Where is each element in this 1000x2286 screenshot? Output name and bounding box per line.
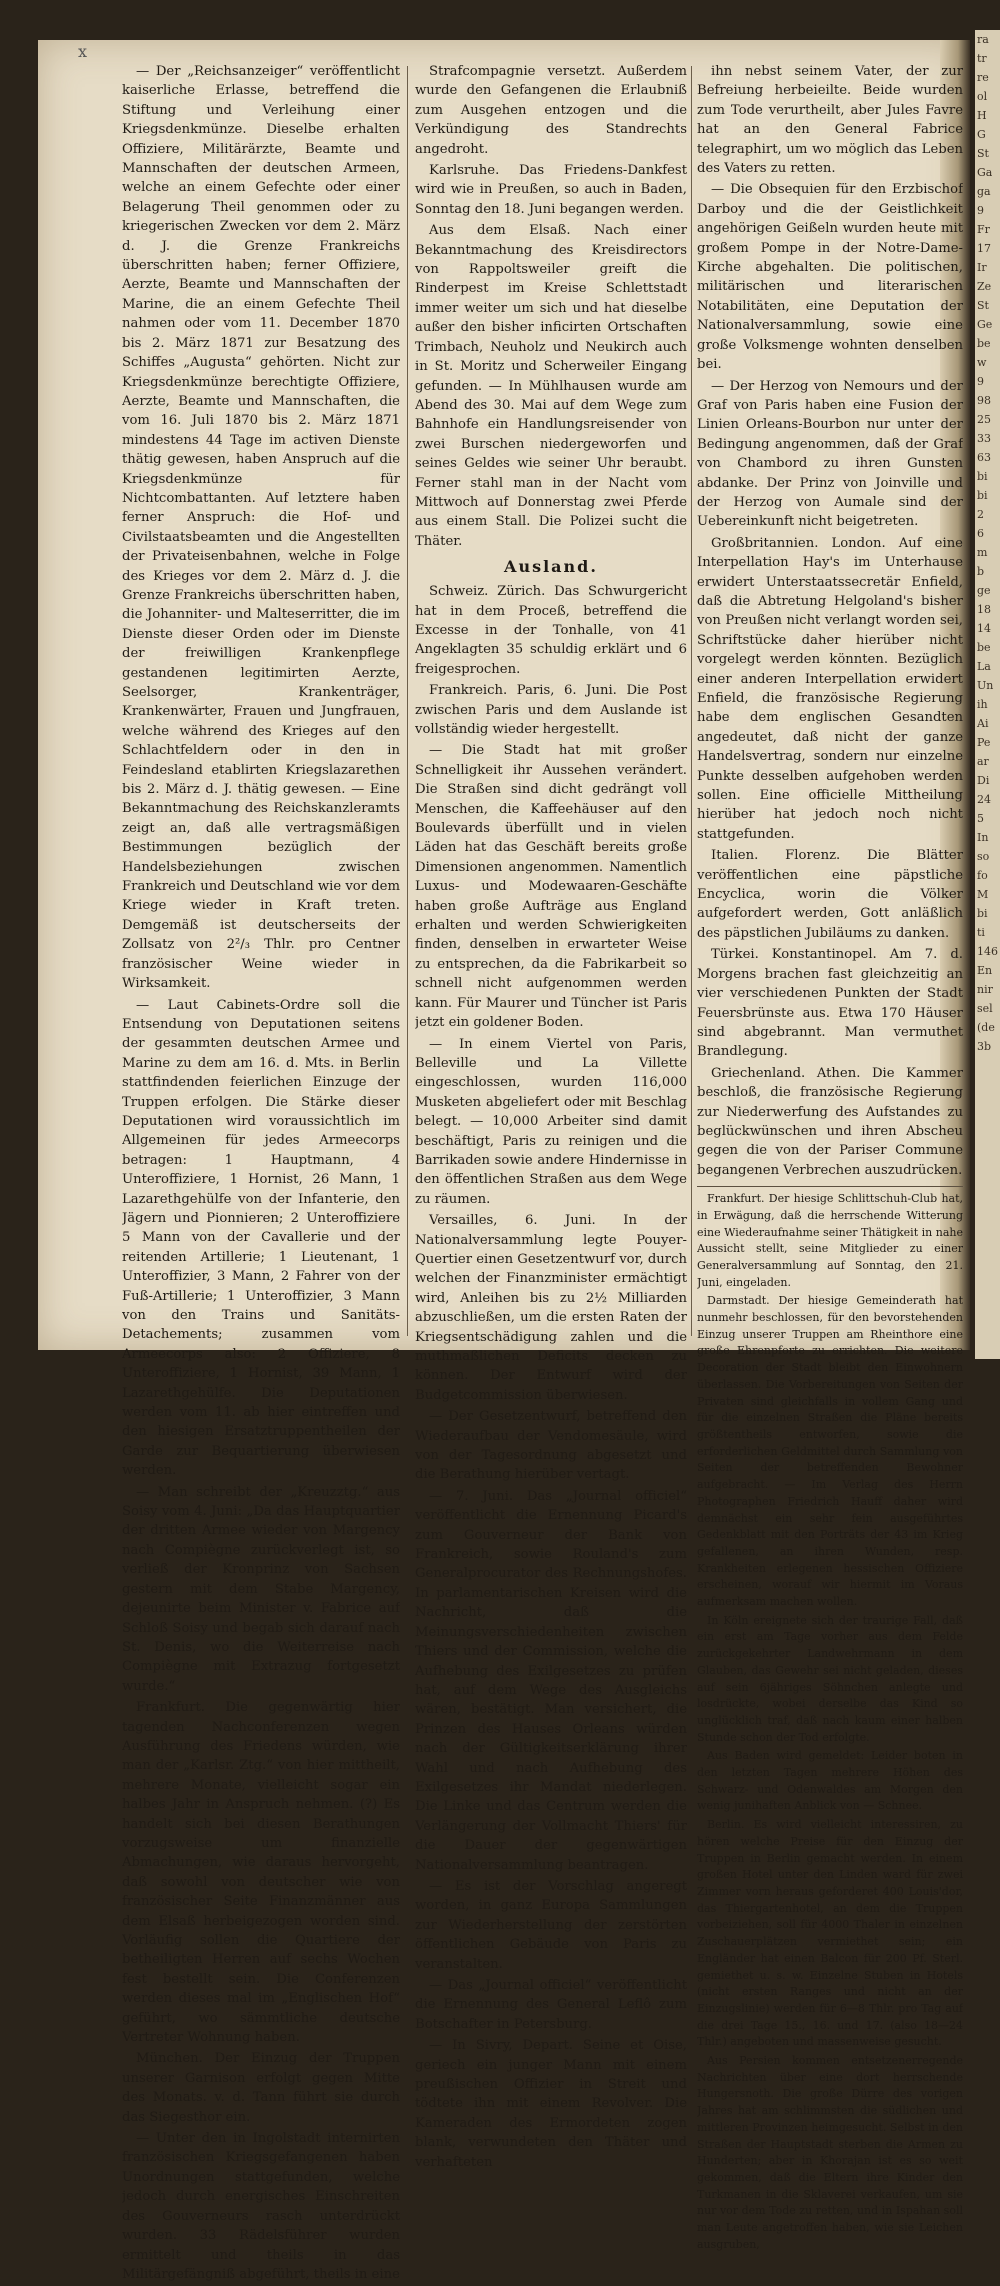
adjacent-page-fragment: ar: [977, 755, 989, 768]
local-news-item: Aus Baden wird gemeldet: Leider boten in den letzten Tagen mehrere Höhen des Schwarz- und Odenwaldes am Morgen den wenig junihaften Anblick von — Schnee.: [697, 1749, 963, 1813]
article: Aus dem Elsaß. Nach einer Bekanntmachung des Kreisdirectors von Rappoltsweiler greift die Rinderpest im Kreise Schlettstadt immer weiter um sich und hat dieselbe außer den bisher inficirten Ortschaften Trimbach, Neuholz und Neukirch auch in St. Moritz und Scherweiler Eingang gefunden. — In Mühlhausen wurde am Abend des 30. Mai auf dem Wege zum Bahnhofe ein Handlungsreisender von zwei Burschen niedergeworfen und seines Geldes wie seiner Uhr beraubt. Ferner stahl man in der Nacht vom Mittwoch auf Donnerstag zwei Pferde aus einem Stall. Die Polizei sucht die Thäter.: [415, 223, 687, 549]
adjacent-page-fragment: 25: [977, 413, 991, 426]
adjacent-page-fragment: be: [977, 641, 991, 654]
adjacent-page-fragment: 5: [977, 812, 984, 825]
adjacent-page-fragment: nir: [977, 983, 993, 996]
adjacent-page-fragment: 146: [977, 945, 998, 958]
adjacent-page-fragment: bi: [977, 489, 988, 502]
adjacent-page-fragment: so: [977, 850, 990, 863]
adjacent-page-fragment: w: [977, 356, 987, 369]
article: Frankfurt. Die gegenwärtig hier tagenden Nachconferenzen wegen Ausführung des Friedens würden, wie man der „Karlsr. Ztg.“ von hier mittheilt, mehrere Monate, vielleicht sogar ein halbes Jahr in Anspruch nehmen. (?) Es handelt sich bei diesen Berathungen vorzugsweise um finanzielle Abmachungen, wie daraus hervorgeht, daß sowohl von deutscher wie von französischer Seite Finanzmänner aus dem Elsaß herbeigezogen worden sind. Vorläufig sollen die Quartiere der betheiligten Herren auf sechs Wochen fest bestellt sein. Die Conferenzen werden dieses mal im „Englischen Hof“ geführt, wo sämmtliche deutsche Vertreter Wohnung haben.: [122, 1700, 400, 2046]
adjacent-page-fragment: 33: [977, 432, 991, 445]
article: — In einem Viertel von Paris, Belleville und La Villette eingeschlossen, wurden 116,000 Musketen abgeliefert oder mit Beschlag belegt. — 10,000 Arbeiter sind damit beschäftigt, Paris zu reinigen und die Barrikaden sowie andere Hindernisse in den öffentlichen Straßen aus dem Wege zu räumen.: [415, 1036, 687, 1207]
adjacent-page-edge: [975, 30, 1000, 1359]
adjacent-page-fragment: ih: [977, 698, 988, 711]
adjacent-page-fragment: Fr: [977, 223, 990, 236]
local-news-item: Frankfurt. Der hiesige Schlittschuh-Club hat, in Erwägung, daß die herrschende Witterung eine Wiederaufnahme seiner Thätigkeit in nahe Aussicht stellt, seine Mitglieder zu einer Generalversammlung auf Sonntag, den 21. Juni, eingeladen.: [697, 1192, 963, 1289]
article: Karlsruhe. Das Friedens-Dankfest wird wie in Preußen, so auch in Baden, Sonntag den 18. Juni begangen werden.: [415, 163, 687, 217]
article: Italien. Florenz. Die Blätter veröffentlichen eine päpstliche Encyclica, worin die Völker aufgefordert werden, Gott anläßlich des päpstlichen Jubiläums zu danken.: [697, 848, 963, 941]
article: Griechenland. Athen. Die Kammer beschloß, die französische Regierung zur Niederwerfung des Aufstandes zu beglückwünschen und ihren Abscheu gegen die von der Pariser Commune begangenen Verbrechen auszudrücken.: [697, 1065, 963, 1178]
adjacent-page-fragment: ge: [977, 584, 991, 597]
adjacent-page-fragment: Ze: [977, 280, 992, 293]
adjacent-page-fragment: Ge: [977, 318, 993, 331]
article: — Unter den in Ingolstadt internirten französischen Kriegsgefangenen haben Unordnungen stattgefunden, welche jedoch durch energisches Einschreiten des Gouverneurs rasch unterdrückt wurden. 33 Rädelsführer wurden ermittelt und theils in das Militärgefängniß abgeführt, theils in eine: [122, 2131, 400, 2282]
article: ihn nebst seinem Vater, der zur Befreiung herbeieilte. Beide wurden zum Tode verurtheilt, aber Jules Favre hat an den General Fabrice telegraphirt, um wo möglich das Leben des Vaters zu retten.: [697, 64, 963, 177]
section-heading-ausland: Ausland.: [504, 557, 598, 577]
adjacent-page-fragment: ol: [977, 90, 988, 103]
article: — In Sivry, Depart. Seine et Oise, geriech ein junger Mann mit einem preußischen Offizier in Streit und tödtete ihn mit einem Revolver. Die Kameraden des Ermordeten zogen blank, verwundeten den Thäter und verhafteten: [415, 2038, 687, 2170]
adjacent-page-fragment: 9: [977, 204, 984, 217]
adjacent-page-fragment: 2: [977, 508, 984, 521]
article: München. Der Einzug der Truppen unserer Garnison erfolgt gegen Mitte des Monats. v. d. Tann führt sie durch das Siegesthor ein.: [122, 2051, 400, 2125]
article: Versailles, 6. Juni. In der Nationalversammlung legte Pouyer-Quertier einen Gesetzentwurf vor, durch welchen der Finanzminister ermächtigt wird, Anleihen bis zu 2½ Milliarden abzuschließen, um die ersten Raten der Kriegsentschädigung zahlen und die muthmaßlichen Deficits decken zu können. Der Entwurf wird der Budgetcommission überwiesen.: [415, 1213, 687, 1403]
column-2: [415, 62, 687, 2174]
adjacent-page-fragment: ra: [977, 33, 989, 46]
article: Großbritannien. London. Auf eine Interpellation Hay's im Unterhause erwidert Unterstaatssecretär Enfield, daß die Abtretung Helgoland's bisher von Preußen nicht verlangt worden sei, Schriftstücke daher hierüber nicht vorgelegt werden könnten. Bezüglich einer anderen Interpellation erwidert Enfield, die französische Regierung habe dem englischen Gesandten angedeutet, daß nicht der ganze Handelsvertrag, sondern nur einzelne Punkte desselben aufgehoben werden sollen. Eine officielle Mittheilung hierüber hat jedoch noch nicht stattgefunden.: [697, 535, 963, 842]
article: Türkei. Konstantinopel. Am 7. d. Morgens brachen fast gleichzeitig an vier verschiedenen Punkten der Stadt Feuersbrünste aus. Etwa 170 Häuser sind abgebrannt. Man vermuthet Brandlegung.: [697, 947, 963, 1060]
article: — Der Herzog von Nemours und der Graf von Paris haben eine Fusion der Linien Orleans-Bourbon nur unter der Bedingung angenommen, daß der Graf von Chambord zu ihren Gunsten abdanke. Der Prinz von Joinville und der Herzog von Aumale sind der Uebereinkunft nicht beigetreten.: [697, 378, 963, 530]
adjacent-page-fragment: La: [977, 660, 991, 673]
adjacent-page-fragment: Un: [977, 679, 994, 692]
adjacent-page-fragment: Pe: [977, 736, 991, 749]
adjacent-page-fragment: G: [977, 128, 986, 141]
local-news-item: In Köln ereignete sich der traurige Fall, daß ein erst am Tage vorher aus dem Felde zurückgekehrter Landwehrmann in dem Glauben, das Gewehr sei nicht geladen, dieses auf sein 6jähriges Söhnchen anlegte und losdrückte, wobei derselbe das Kind so unglücklich traf, daß nach kaum einer halben Stunde schon der Tod erfolgte.: [697, 1613, 963, 1744]
article: — Der Gesetzentwurf, betreffend den Wiederaufbau der Vendomesäule, wird von der Tagesordnung abgesetzt und die Berathung hierüber vertagt.: [415, 1409, 687, 1483]
adjacent-page-fragment: 6: [977, 527, 984, 540]
article: — Die Obsequien für den Erzbischof Darboy und die der Geistlichkeit angehörigen Geißeln wurden heute mit großem Pompe in der Notre-Dame-Kirche abgehalten. Die politischen, militärischen und literarischen Notabilitäten, eine Deputation der Nationalversammlung, sowie eine große Volksmenge wohnten denselben bei.: [697, 182, 963, 373]
column-rule: [407, 66, 408, 1336]
margin-mark: x: [78, 42, 88, 61]
local-news-item: Berlin. Es wird vielleicht interessiren, zu hören welche Preise für den Einzug der Truppen in Berlin gemacht werden. In einem großen Hotel unter den Linden ward für zwei Zimmer vorn heraus geforderet 400 Louis'dor, das Thiergartenhotel, an dem die Truppen vorbeiziehen, soll für 4000 Thaler in einzelnen Zuschauerplätzen vermiethet sein; ein Engländer hat einen Balcon für 200 Pf. Sterl. gemiethet u. s. w. Einzelne Stuben in Hotels (nicht ersten Ranges und nicht an der Einzugslinie) werden für 6—8 Thlr. pro Tag auf die drei Tage 15., 16. und 17. (also 18—24 Thlr.) angeboten und massenweise gesucht.: [697, 1818, 963, 2049]
adjacent-page-fragment: ga: [977, 185, 991, 198]
adjacent-page-fragment: be: [977, 337, 991, 350]
adjacent-page-fragment: (de: [977, 1021, 995, 1034]
adjacent-page-fragment: St: [977, 147, 989, 160]
adjacent-page-fragment: 24: [977, 793, 991, 806]
adjacent-page-fragment: m: [977, 546, 988, 559]
adjacent-page-fragment: Di: [977, 774, 990, 787]
adjacent-page-fragment: bi: [977, 470, 988, 483]
article: — Es ist der Vorschlag angeregt worden, in ganz Europa Sammlungen zur Wiederherstellung der zerstörten öffentlichen Gebäude von Paris zu veranstalten.: [415, 1878, 687, 1972]
article: — Laut Cabinets-Ordre soll die Entsendung von Deputationen seitens der gesammten deutschen Armee und Marine zu dem am 16. d. Mts. in Berlin stattfindenden feierlichen Einzuge der Truppen erfolgen. Die Stärke dieser Deputationen wird voraussichtlich im Allgemeinen für jedes Armeecorps betragen: 1 Hauptmann, 4 Unteroffiziere, 1 Hornist, 26 Mann, 1 Lazarethgehülfe von der Infanterie, den Jägern und Pionnieren; 2 Unteroffiziere 5 Mann von der Cavallerie und der reitenden Artillerie; 1 Lieutenant, 1 Unteroffizier, 3 Mann, 2 Fahrer von der Fuß-Artillerie; 1 Unteroffizier, 3 Mann von den Trains und Sanitäts-Detachements; zusammen vom Armeecorps also: 2 Offiziere, 8 Unteroffiziere, 1 Hornist, 39 Mann, 1 Lazarethgehülfe. Die Deputationen werden vom 11. ab hier eintreffen und den hiesigen Ersatztruppentheilen der Garde zur Bequartierung überwiesen werden.: [122, 997, 400, 1479]
adjacent-page-fragment: 9: [977, 375, 984, 388]
adjacent-page-fragment: bi: [977, 907, 988, 920]
adjacent-page-fragment: St: [977, 299, 989, 312]
article: Strafcompagnie versetzt. Außerdem wurde den Gefangenen die Erlaubniß zum Ausgehen entzogen und die Verkündigung des Standrechts angedroht.: [415, 64, 687, 157]
article: — 7. Juni. Das „Journal officiel“ veröffentlicht die Ernennung Picard's zum Gouverneur der Bank von Frankreich, sowie Rouland's zum Generalprocurator des Rechnungshofes. In parlamentarischen Kreisen wird die Nachricht, daß die Meinungsverschiedenheiten zwischen Thiers und der Commission, welche die Aufhebung des Exilgesetzes zu prüfen hat, auf dem Wege des Ausgleichs wären, bestätigt. Man versichert, die Prinzen des Hauses Orleans würden nach der Gültigkeitserklärung ihrer Wahl und nach Aufhebung des Exilgesetzes ihr Mandat niederlegen. Die Linke und das Centrum werden die Verlängerung der Vollmacht Thiers' für die Dauer der gegenwärtigen Nationalversammlung beantragen.: [415, 1488, 687, 1873]
column-1: [122, 62, 400, 2286]
adjacent-page-fragment: 3b: [977, 1040, 992, 1053]
article: — Das „Journal officiel“ veröffentlicht die Ernennung des General Leflô zum Botschafter in Petersburg.: [415, 1978, 687, 2032]
adjacent-page-fragment: 63: [977, 451, 991, 464]
local-news-item: Darmstadt. Der hiesige Gemeinderath hat nunmehr beschlossen, für den bevorstehenden Einzug unserer Truppen am Rheinthore eine große Ehrenpforte zu errichten. Die weitere Decoration der Stadt bleibt den Einwohnern überlassen. Die Vorbereitungen von Seiten der Privaten sind gleichfalls in vollem Gang und für die einzelnen Straßen die Pläne bereits größtentheils entworfen, sowie die erforderlichen Geldmittel durch Sammlung von Seiten der betreffenden Bewohner aufgebracht. — Im Verlag des Herrn Photographen Friedrich Hauff daher wird demnächst ein sehr fein ausgeführtes Gedenkblatt mit den Porträts der 43 im Krieg gefallenen, an ihren Wunden, resp. Krankheiten erlegenen hessischen Offiziere erscheinen, worauf wir hiermit im Voraus aufmerksam machen wollen.: [697, 1294, 963, 1609]
column-rule: [691, 66, 692, 1336]
adjacent-page-fragment: 14: [977, 622, 991, 635]
adjacent-page-fragment: H: [977, 109, 987, 122]
adjacent-page-fragment: sel: [977, 1002, 993, 1015]
adjacent-page-fragment: 98: [977, 394, 991, 407]
article: — Die Stadt hat mit großer Schnelligkeit ihr Aussehen verändert. Die Straßen sind dicht gedrängt voll Menschen, die Kaffeehäuser auf den Boulevards überfüllt und in vielen Läden hat das Geschäft bereits große Dimensionen angenommen. Namentlich Luxus- und Modewaaren-Geschäfte haben große Aufträge aus England erhalten und werden Schwierigkeiten finden, denselben in erwarteter Weise zu entsprechen, da die Fabrikarbeit so schnell nicht aufgenommen werden kann. Für Maurer und Tüncher ist Paris jetzt ein goldener Boden.: [415, 743, 687, 1031]
article: — Man schreibt der „Kreuzztg.“ aus Soisy vom 4. Juni: „Da das Hauptquartier der dritten Armee wieder von Margency nach Compiègne zurückverlegt ist, so verließ der Kronprinz von Sachsen gestern mit dem Stabe Margency, dejeunirte beim Minister v. Fabrice auf Schloß Soisy und begab sich darauf nach St. Denis, wo die Weiterreise nach Compiègne mit Extrazug fortgesetzt wurde.“: [122, 1484, 400, 1694]
adjacent-page-fragment: b: [977, 565, 985, 578]
article: Frankreich. Paris, 6. Juni. Die Post zwischen Paris und dem Auslande ist vollständig wieder hergestellt.: [415, 683, 687, 737]
adjacent-page-fragment: Ga: [977, 166, 993, 179]
adjacent-page-fragment: En: [977, 964, 993, 977]
adjacent-page-fragment: re: [977, 71, 989, 84]
adjacent-page-fragment: tr: [977, 52, 987, 65]
adjacent-page-fragment: ti: [977, 926, 985, 939]
adjacent-page-fragment: M: [977, 888, 989, 901]
adjacent-page-fragment: In: [977, 831, 989, 844]
article: Schweiz. Zürich. Das Schwurgericht hat in dem Proceß, betreffend die Excesse in der Tonhalle, von 41 Angeklagten 35 schuldig erklärt und 6 freigesprochen.: [415, 584, 687, 677]
adjacent-page-fragment: 18: [977, 603, 991, 616]
column-3: [697, 62, 963, 2255]
adjacent-page-fragment: Ir: [977, 261, 987, 274]
article: — Der „Reichsanzeiger“ veröffentlicht kaiserliche Erlasse, betreffend die Stiftung und Verleihung einer Kriegsdenkmünze. Dieselbe erhalten Offiziere, Militärärzte, Beamte und Mannschaften der deutschen Armeen, welche an einem Gefechte oder einer Belagerung Theil genommen oder zu kriegerischen Zwecken vor dem 2. März d. J. die Grenze Frankreichs überschritten haben; ferner Offiziere, Aerzte, Beamte und Mannschaften der Marine, die an einem Gefechte Theil nahmen oder vom 11. December 1870 bis 2. März 1871 zur Besatzung des Schiffes „Augusta“ gehörten. Nicht zur Kriegsdenkmünze berechtigte Offiziere, Aerzte, Beamte und Mannschaften, die vom 16. Juli 1870 bis 2. März 1871 mindestens 44 Tage im activen Dienste thätig gewesen, haben Anspruch auf die Kriegsdenkmünze für Nichtcombattanten. Auf letztere haben ferner Anspruch: die Hof- und Civilstaatsbeamten und die Angestellten der Privateisenbahnen, welche in Folge des Krieges vor dem 2. März d. J. die Grenze Frankreichs überschritten haben, die Johanniter- und Malteserritter, die im Dienste dieser Orden oder im Dienste der freiwilligen Krankenpflege gestandenen legitimirten Aerzte, Seelsorger, Krankenträger, Krankenwärter, Frauen und Jungfrauen, welche während des Krieges auf den Schlachtfeldern oder in den in Feindesland etablirten Kriegslazarethen bis 2. März d. J. thätig gewesen. — Eine Bekanntmachung des Reichskanzleramts zeigt an, daß alle vertragsmäßigen Bestimmungen bezüglich der Handelsbeziehungen zwischen Frankreich und Deutschland wie vor dem Kriege wieder in Kraft treten. Demgemäß ist deutscherseits der Zollsatz von 2²/₃ Thlr. pro Centner französischer Weine wieder in Wirksamkeit.: [122, 64, 400, 992]
section-divider: [697, 1186, 963, 1187]
local-news-item: Aus Persien kommen entsetzenerregende Nachrichten über eine dort herrschende Hungersnoth. Die große Dürre des vorigen Jahres hat am schlimmsten die südlichen und mittleren Provinzen heimgesucht. Selbst in den Straßen der Hauptstadt sterben die Armen zu Hunderten; aber in Khorajan ist es so weit gekommen, daß die Eltern ihre Kinder den Turkmanen in die Sklaverei verkaufen, um sie nur vor dem Tode zu retten, und in Ispahan soll man Leute angetroffen haben, wie sie Leichen ausgruben,: [697, 2054, 963, 2251]
adjacent-page-fragment: 17: [977, 242, 991, 255]
adjacent-page-fragment: Ai: [977, 717, 989, 730]
adjacent-page-fragment: fo: [977, 869, 988, 882]
